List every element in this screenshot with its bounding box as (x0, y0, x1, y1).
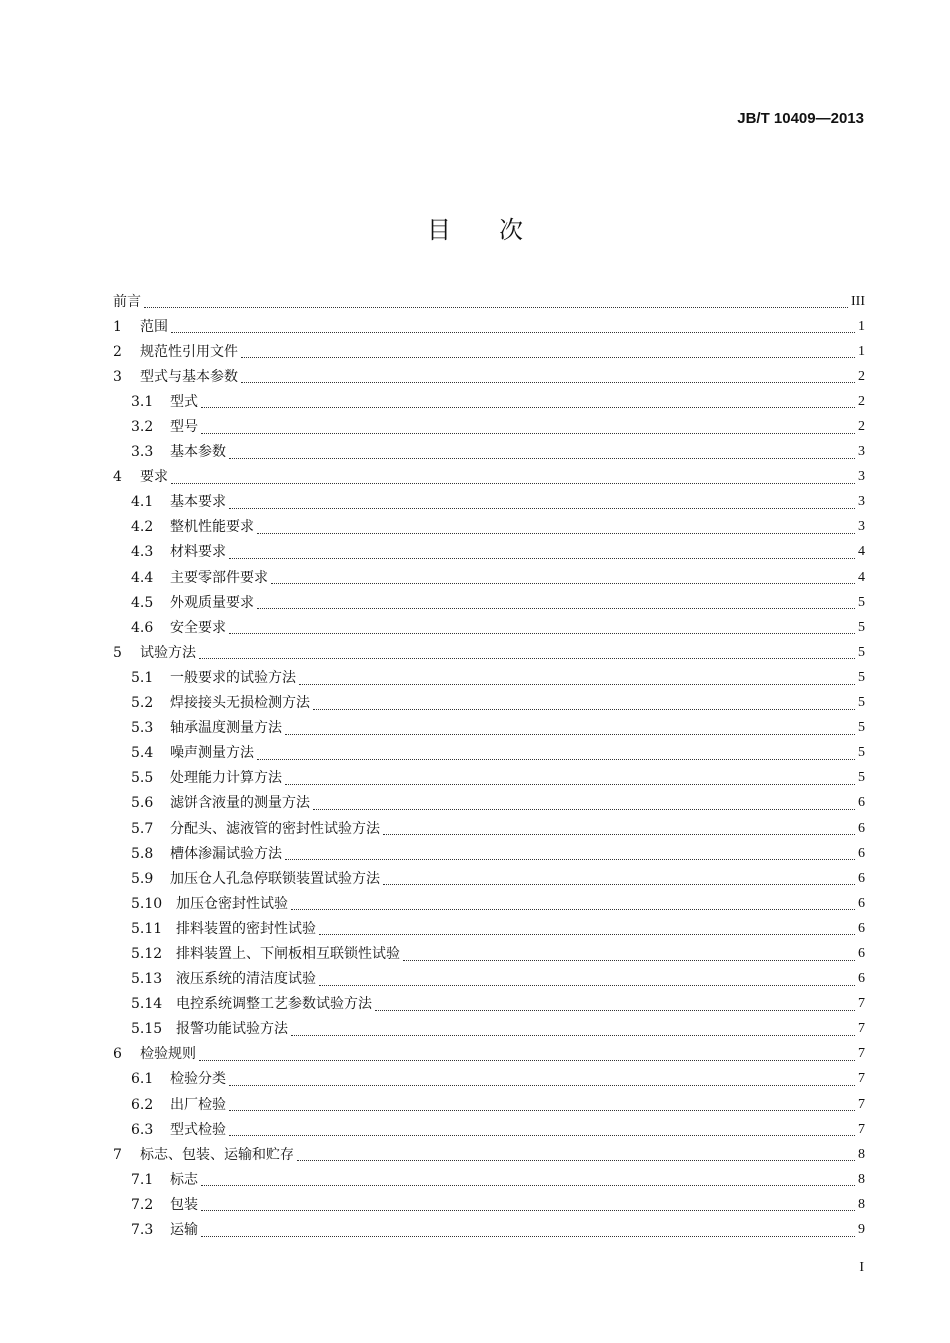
toc-entry-number: 3.1 (131, 393, 154, 410)
toc-entry-page: 6 (858, 870, 865, 886)
toc-leader-dots (319, 926, 855, 935)
toc-leader-dots (285, 776, 855, 785)
toc-entry-number: 7.3 (131, 1222, 154, 1239)
toc-entry[interactable] (113, 1092, 865, 1117)
toc-entry-page: 6 (858, 895, 865, 911)
toc-entry-number: 4.3 (131, 544, 154, 561)
toc-entry-page: 7 (858, 1021, 865, 1037)
toc-leader-dots (383, 826, 855, 835)
toc-entry-page: 6 (858, 795, 865, 811)
toc-leader-dots (229, 625, 855, 634)
toc-leader-dots (201, 425, 855, 434)
toc-entry-number: 6 (113, 1046, 122, 1063)
toc-entry[interactable] (113, 691, 865, 716)
toc-leader-dots (291, 1027, 855, 1036)
toc-leader-dots (171, 324, 855, 333)
toc-entry-number: 3 (113, 368, 122, 385)
toc-entry-title: 滤饼含液量的测量方法 (170, 795, 310, 812)
toc-entry-page: 8 (858, 1171, 865, 1187)
toc-entry-title: 安全要求 (170, 619, 226, 636)
toc-entry-number: 4.2 (131, 519, 154, 536)
toc-entry-title: 型式检验 (170, 1121, 226, 1138)
toc-leader-dots (403, 952, 855, 961)
toc-entry-page: 6 (858, 820, 865, 836)
toc-entry[interactable] (113, 841, 865, 866)
toc-entry-page: 6 (858, 845, 865, 861)
toc-entry-title: 出厂检验 (170, 1096, 226, 1113)
toc-entry-title: 规范性引用文件 (140, 343, 238, 360)
toc-leader-dots (229, 500, 855, 509)
toc-entry-page: 5 (858, 695, 865, 711)
toc-entry-number: 5.9 (131, 870, 154, 887)
toc-entry-number: 5.1 (131, 669, 154, 686)
toc-entry-title: 基本参数 (170, 444, 226, 461)
toc-entry[interactable] (113, 540, 865, 565)
toc-entry[interactable] (113, 941, 865, 966)
toc-entry-number: 3.3 (131, 444, 154, 461)
toc-entry[interactable] (113, 1217, 865, 1242)
toc-entry[interactable] (113, 414, 865, 439)
toc-entry-title: 轴承温度测量方法 (170, 720, 282, 737)
toc-entry-title: 槽体渗漏试验方法 (170, 845, 282, 862)
toc-entry-number: 2 (113, 343, 122, 360)
toc-leader-dots (201, 399, 855, 408)
toc-entry-number: 7.1 (131, 1171, 154, 1188)
toc-entry-number: 5.6 (131, 795, 154, 812)
toc-entry-page: 5 (858, 720, 865, 736)
toc-leader-dots (375, 1002, 855, 1011)
toc-entry-title: 范围 (140, 318, 168, 335)
toc-entry-title: 基本要求 (170, 494, 226, 511)
toc-leader-dots (291, 901, 855, 910)
toc-leader-dots (241, 374, 855, 383)
toc-entry-page: 4 (858, 569, 865, 585)
toc-entry-page: 5 (858, 644, 865, 660)
toc-leader-dots (313, 701, 855, 710)
toc-entry[interactable] (113, 916, 865, 941)
toc-entry[interactable] (113, 766, 865, 791)
toc-entry-page: 6 (858, 920, 865, 936)
toc-entry[interactable] (113, 565, 865, 590)
toc-entry[interactable] (113, 1167, 865, 1192)
toc-entry[interactable] (113, 1142, 865, 1167)
toc-entry-number: 1 (113, 318, 122, 335)
toc-leader-dots (144, 299, 848, 308)
page-title: 目次 (427, 216, 571, 244)
toc-leader-dots (229, 550, 855, 559)
toc-leader-dots (319, 977, 855, 986)
toc-entry-number: 5.15 (131, 1021, 163, 1038)
toc-entry[interactable] (113, 1017, 865, 1042)
table-of-contents (113, 289, 865, 1243)
toc-entry-number: 5.2 (131, 695, 154, 712)
toc-entry-title: 标志、包装、运输和贮存 (140, 1146, 294, 1163)
toc-entry[interactable] (113, 515, 865, 540)
toc-entry-page: 4 (858, 544, 865, 560)
toc-entry-title: 包装 (170, 1196, 198, 1213)
toc-entry[interactable] (113, 716, 865, 741)
toc-leader-dots (257, 525, 855, 534)
toc-entry-number: 5.3 (131, 720, 154, 737)
toc-entry-number: 5.14 (131, 996, 163, 1013)
toc-entry-page: 5 (858, 770, 865, 786)
toc-entry-title: 焊接接头无损检测方法 (170, 695, 310, 712)
toc-leader-dots (201, 1202, 855, 1211)
toc-entry-page: 2 (858, 419, 865, 435)
toc-entry-number: 5.4 (131, 745, 154, 762)
toc-entry-title: 型式与基本参数 (140, 368, 238, 385)
toc-leader-dots (285, 851, 855, 860)
toc-entry[interactable] (113, 665, 865, 690)
toc-leader-dots (257, 751, 855, 760)
toc-entry-title: 外观质量要求 (170, 594, 254, 611)
toc-entry-page: 5 (858, 669, 865, 685)
toc-entry-title: 主要零部件要求 (170, 569, 268, 586)
toc-entry[interactable] (113, 339, 865, 364)
toc-entry[interactable] (113, 615, 865, 640)
toc-leader-dots (297, 1152, 855, 1161)
toc-entry[interactable] (113, 1117, 865, 1142)
toc-entry[interactable] (113, 741, 865, 766)
toc-leader-dots (271, 575, 855, 584)
toc-entry[interactable] (113, 816, 865, 841)
toc-entry-page: 3 (858, 494, 865, 510)
toc-entry-page: 7 (858, 1096, 865, 1112)
toc-entry-number: 5 (113, 644, 122, 661)
toc-entry-number: 5.12 (131, 945, 163, 962)
toc-entry[interactable] (113, 967, 865, 992)
toc-entry-number: 4.5 (131, 594, 154, 611)
toc-entry-title: 排料装置上、下闸板相互联锁性试验 (176, 945, 400, 962)
toc-leader-dots (229, 1102, 855, 1111)
toc-entry[interactable] (113, 590, 865, 615)
toc-entry-page: 5 (858, 594, 865, 610)
toc-entry-title: 噪声测量方法 (170, 745, 254, 762)
toc-entry-number: 5.5 (131, 770, 154, 787)
toc-entry[interactable] (113, 314, 865, 339)
toc-entry-title: 排料装置的密封性试验 (176, 920, 316, 937)
toc-leader-dots (171, 475, 855, 484)
toc-entry[interactable] (113, 389, 865, 414)
toc-entry-page: 1 (858, 343, 865, 359)
toc-entry-page: 6 (858, 945, 865, 961)
toc-entry-page: 6 (858, 971, 865, 987)
toc-entry-title: 报警功能试验方法 (176, 1021, 288, 1038)
toc-entry-page: 8 (858, 1196, 865, 1212)
toc-entry-page: 2 (858, 393, 865, 409)
toc-entry[interactable] (113, 1192, 865, 1217)
toc-entry-number: 4.6 (131, 619, 154, 636)
standard-code: JB/T 10409—2013 (737, 110, 864, 127)
toc-entry-title: 一般要求的试验方法 (170, 669, 296, 686)
toc-entry-title: 材料要求 (170, 544, 226, 561)
toc-entry-title: 标志 (170, 1171, 198, 1188)
toc-entry-number: 5.11 (131, 920, 163, 937)
toc-entry-page: 1 (858, 318, 865, 334)
toc-entry[interactable] (113, 640, 865, 665)
toc-entry-page: 3 (858, 469, 865, 485)
toc-entry[interactable] (113, 1042, 865, 1067)
toc-entry[interactable] (113, 364, 865, 389)
toc-entry-number: 6.2 (131, 1096, 154, 1113)
toc-entry[interactable] (113, 440, 865, 465)
toc-entry[interactable] (113, 866, 865, 891)
page-number: I (859, 1260, 864, 1275)
toc-leader-dots (201, 1228, 855, 1237)
toc-leader-dots (229, 450, 855, 459)
toc-entry-title: 加压仓密封性试验 (176, 895, 288, 912)
toc-leader-dots (257, 600, 855, 609)
toc-leader-dots (285, 726, 855, 735)
toc-entry-title: 液压系统的清洁度试验 (176, 971, 316, 988)
toc-entry[interactable] (113, 289, 865, 314)
toc-entry-page: 7 (858, 996, 865, 1012)
toc-leader-dots (241, 349, 855, 358)
toc-entry[interactable] (113, 791, 865, 816)
toc-leader-dots (383, 876, 855, 885)
toc-entry-number: 3.2 (131, 419, 154, 436)
toc-entry-page: 5 (858, 745, 865, 761)
toc-entry-page: 7 (858, 1121, 865, 1137)
toc-entry-title: 加压仓人孔急停联锁装置试验方法 (170, 870, 380, 887)
toc-entry-title: 整机性能要求 (170, 519, 254, 536)
toc-entry-title: 电控系统调整工艺参数试验方法 (176, 996, 372, 1013)
toc-entry-number: 7 (113, 1146, 122, 1163)
toc-entry-page: 3 (858, 444, 865, 460)
toc-entry-number: 5.10 (131, 895, 163, 912)
toc-entry[interactable] (113, 490, 865, 515)
toc-leader-dots (229, 1127, 855, 1136)
toc-entry-page: 2 (858, 368, 865, 384)
toc-leader-dots (199, 1052, 855, 1061)
toc-entry-number: 5.13 (131, 971, 163, 988)
toc-leader-dots (229, 1077, 855, 1086)
toc-entry-page: 7 (858, 1071, 865, 1087)
toc-leader-dots (313, 801, 855, 810)
toc-entry-page: 7 (858, 1046, 865, 1062)
toc-entry[interactable] (113, 465, 865, 490)
toc-entry-number: 4 (113, 469, 122, 486)
toc-entry[interactable] (113, 992, 865, 1017)
toc-entry-number: 4.1 (131, 494, 154, 511)
toc-leader-dots (199, 650, 855, 659)
toc-entry-title: 前言 (113, 293, 141, 310)
toc-entry[interactable] (113, 1067, 865, 1092)
toc-entry-number: 7.2 (131, 1196, 154, 1213)
toc-entry-title: 检验分类 (170, 1071, 226, 1088)
toc-entry-number: 5.7 (131, 820, 154, 837)
toc-leader-dots (299, 676, 855, 685)
toc-entry-number: 4.4 (131, 569, 154, 586)
toc-entry-title: 型式 (170, 393, 198, 410)
toc-entry-page: 8 (858, 1146, 865, 1162)
toc-entry-page: 3 (858, 519, 865, 535)
toc-entry-title: 运输 (170, 1222, 198, 1239)
toc-entry-number: 5.8 (131, 845, 154, 862)
toc-entry-page: 9 (858, 1222, 865, 1238)
toc-leader-dots (201, 1177, 855, 1186)
toc-entry-title: 处理能力计算方法 (170, 770, 282, 787)
toc-entry-page: 5 (858, 619, 865, 635)
toc-entry-title: 型号 (170, 419, 198, 436)
toc-entry-title: 要求 (140, 469, 168, 486)
toc-entry[interactable] (113, 891, 865, 916)
toc-entry-title: 试验方法 (140, 644, 196, 661)
toc-entry-title: 检验规则 (140, 1046, 196, 1063)
toc-entry-number: 6.3 (131, 1121, 154, 1138)
toc-entry-page: III (851, 293, 865, 309)
toc-entry-number: 6.1 (131, 1071, 154, 1088)
toc-entry-title: 分配头、滤液管的密封性试验方法 (170, 820, 380, 837)
